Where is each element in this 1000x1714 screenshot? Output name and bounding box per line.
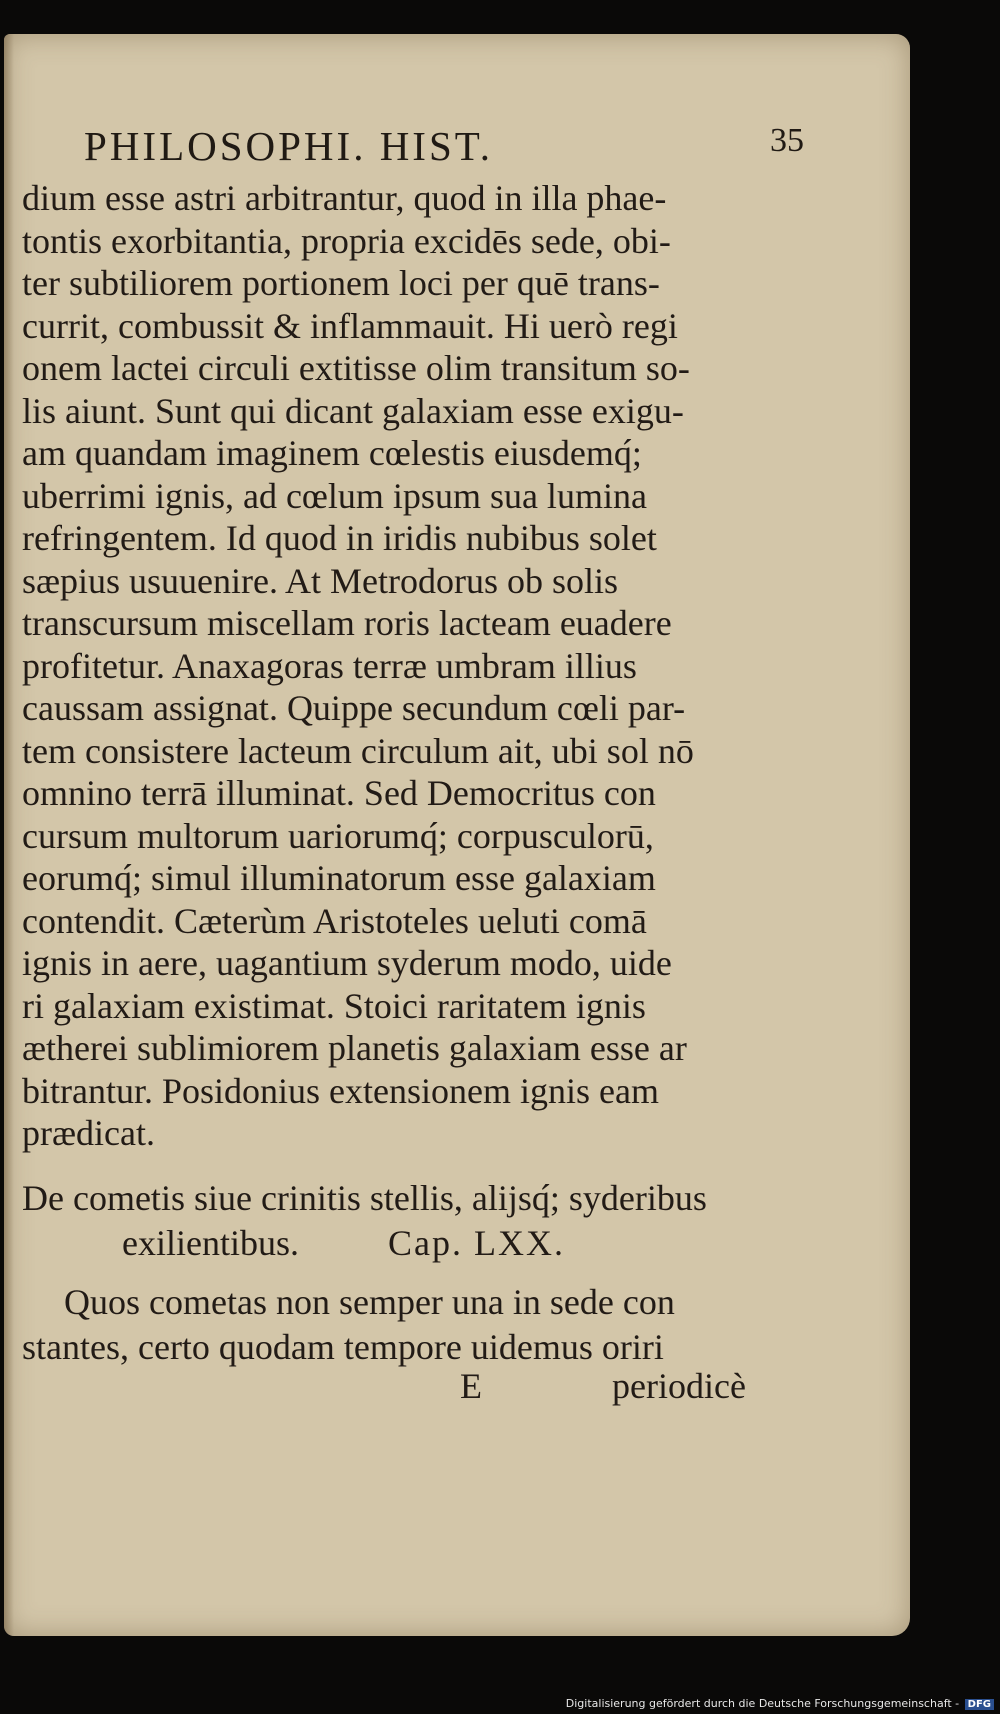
text-line: ignis in aere, uagantium syderum modo, uide bbox=[22, 943, 672, 983]
page-number: 35 bbox=[770, 122, 804, 159]
text-line: tontis exorbitantia, propria excidēs sede, obi- bbox=[22, 220, 671, 261]
text-line: onem lactei circuli extitisse olim transitum so- bbox=[22, 348, 690, 388]
chapter-title-line: De cometis siue crinitis stellis, alijsq́; syderibus bbox=[22, 1178, 707, 1218]
text-line: ter subtiliorem portionem loci per quē trans- bbox=[22, 263, 660, 303]
text-line: caussam assignat. Quippe secundum cœli par- bbox=[22, 688, 686, 728]
text-line: transcursum miscellam roris lacteam euadere bbox=[22, 603, 672, 643]
page-footer bbox=[22, 1365, 782, 1415]
catchword: periodicè bbox=[612, 1366, 746, 1406]
dfg-logo: DFG bbox=[965, 1699, 994, 1710]
digitization-credit bbox=[566, 1697, 994, 1710]
chapter-text-line: Quos cometas non semper una in sede con bbox=[64, 1282, 675, 1322]
text-line: contendit. Cæterùm Aristoteles ueluti comā bbox=[22, 900, 647, 941]
running-title: PHILOSOPHI. HIST. bbox=[84, 123, 494, 169]
chapter-title-line bbox=[22, 1221, 782, 1266]
text-line: eorumq́; simul illuminatorum esse galaxiam bbox=[22, 858, 656, 898]
text-line: am quandam imaginem cœlestis eiusdemq́; bbox=[22, 433, 642, 473]
text-line: cursum multorum uariorumq́; corpusculorū, bbox=[22, 815, 654, 856]
credit-text: Digitalisierung gefördert durch die Deutsche Forschungsgemeinschaft - bbox=[565, 1697, 960, 1710]
text-line: ri galaxiam existimat. Stoici raritatem ignis bbox=[22, 985, 646, 1026]
chapter-text-line: stantes, certo quodam tempore uidemus oriri bbox=[22, 1327, 664, 1367]
text-line: profitetur. Anaxagoras terræ umbram illius bbox=[22, 645, 637, 686]
text-line: refringentem. Id quod in iridis nubibus solet bbox=[22, 518, 657, 558]
text-line: currit, combussit & inflammauit. Hi uerò regi bbox=[22, 305, 678, 346]
text-line: omnino terrā illuminat. Sed Democritus con bbox=[22, 773, 656, 813]
page-edge-shadow bbox=[4, 34, 14, 1636]
text-line: lis aiunt. Sunt qui dicant galaxiam esse exigu- bbox=[22, 390, 684, 431]
signature-mark: E bbox=[460, 1366, 482, 1406]
chapter-heading bbox=[22, 1176, 782, 1266]
text-line: dium esse astri arbitrantur, quod in illa phae- bbox=[22, 178, 667, 218]
text-line: uberrimi ignis, ad cœlum ipsum sua lumina bbox=[22, 475, 647, 516]
running-header bbox=[84, 122, 804, 172]
text-line: prædicat. bbox=[22, 1113, 155, 1153]
main-text-block bbox=[22, 177, 782, 1155]
text-line: bitrantur. Posidonius extensionem ignis eam bbox=[22, 1070, 659, 1111]
text-line: sæpius usuuenire. At Metrodorus ob solis bbox=[22, 560, 619, 601]
text-line: ætherei sublimiorem planetis galaxiam esse ar bbox=[22, 1028, 687, 1068]
text-line: tem consistere lacteum circulum ait, ubi sol nō bbox=[22, 730, 694, 771]
chapter-title-continuation: exilientibus. bbox=[122, 1223, 299, 1263]
chapter-body bbox=[22, 1280, 782, 1370]
chapter-number: Cap. LXX. bbox=[387, 1223, 565, 1263]
